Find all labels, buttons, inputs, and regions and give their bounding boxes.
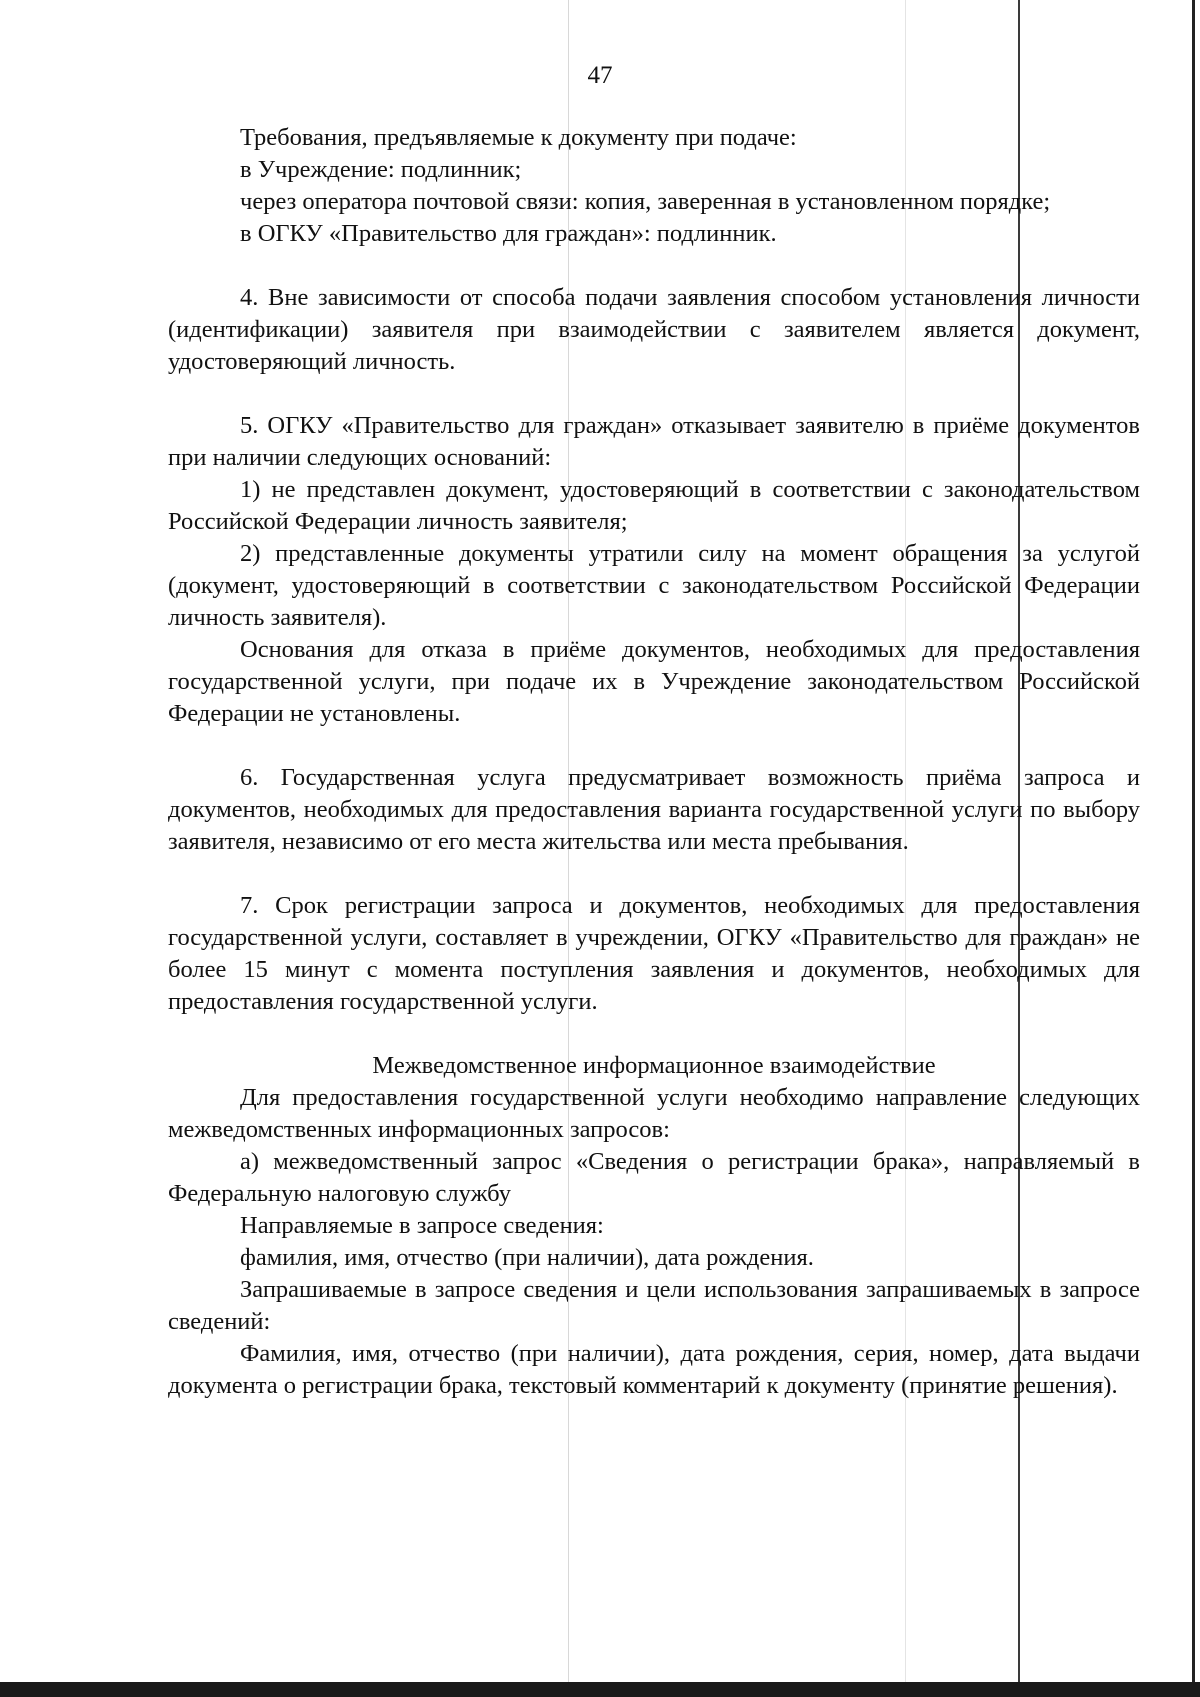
scan-bottom-border: [0, 1682, 1200, 1697]
paragraph: Требования, предъявляемые к документу при подаче:: [240, 124, 797, 151]
document-body: [168, 122, 1140, 1402]
paragraph: через оператора почтовой связи: копия, заверенная в установленном порядке;: [240, 188, 1051, 215]
paragraph: 2) представленные документы утратили силу на момент обращения за услугой (документ, удостоверяющий в соответствии с законодательством Российской Федерации личность заявителя).: [168, 540, 1140, 631]
section-heading: Межведомственное информационное взаимодействие: [372, 1052, 936, 1079]
paragraph: 5. ОГКУ «Правительство для граждан» отказывает заявителю в приёме документов при наличии следующих оснований:: [168, 412, 1140, 471]
paragraph: Фамилия, имя, отчество (при наличии), дата рождения, серия, номер, дата выдачи документа о регистрации брака, текстовый комментарий к документу (принятие решения).: [168, 1340, 1140, 1399]
paragraph: в ОГКУ «Правительство для граждан»: подлинник.: [240, 220, 777, 247]
paragraph: Основания для отказа в приёме документов, необходимых для предоставления государственной услуги, при подаче их в Учреждение законодательством Российской Федерации не установлены.: [168, 636, 1140, 727]
paragraph: 1) не представлен документ, удостоверяющий в соответствии с законодательством Российской Федерации личность заявителя;: [168, 476, 1140, 535]
paragraph: фамилия, имя, отчество (при наличии), дата рождения.: [240, 1244, 814, 1271]
paragraph: 7. Срок регистрации запроса и документов, необходимых для предоставления государственной услуги, составляет в учреждении, ОГКУ «Правительство для граждан» не более 15 минут с момента поступления заявления и документов, необходимых для предоставления государственной услуги.: [168, 892, 1140, 1015]
paragraph: 4. Вне зависимости от способа подачи заявления способом установления личности (идентификации) заявителя при взаимодействии с заявителем является документ, удостоверяющий личность.: [168, 284, 1140, 375]
paragraph: в Учреждение: подлинник;: [240, 156, 522, 183]
paragraph: 6. Государственная услуга предусматривает возможность приёма запроса и документов, необходимых для предоставления варианта государственной услуги по выбору заявителя, независимо от его места жительства или места пребывания.: [168, 764, 1140, 855]
paragraph: а) межведомственный запрос «Сведения о регистрации брака», направляемый в Федеральную налоговую службу: [168, 1148, 1140, 1207]
scan-artifact-line: [1192, 0, 1195, 1682]
paragraph: Запрашиваемые в запросе сведения и цели использования запрашиваемых в запросе сведений:: [168, 1276, 1140, 1335]
paragraph: Для предоставления государственной услуги необходимо направление следующих межведомственных информационных запросов:: [168, 1084, 1140, 1143]
paragraph: Направляемые в запросе сведения:: [240, 1212, 604, 1239]
page-number: 47: [587, 62, 613, 89]
